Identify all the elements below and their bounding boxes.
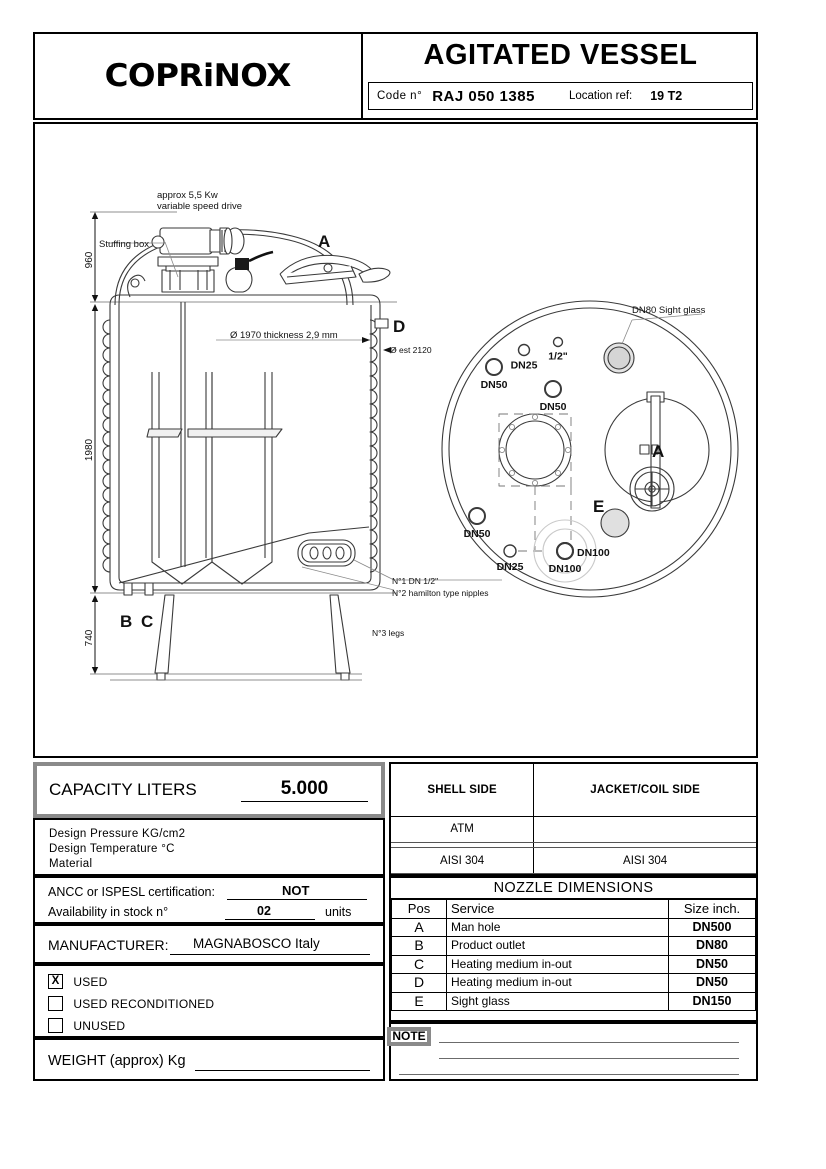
company-logo bbox=[35, 34, 363, 118]
callout-A-top: A bbox=[652, 442, 665, 461]
design-pressure-label: Design Pressure KG/cm2 bbox=[49, 828, 186, 840]
table-row bbox=[392, 955, 756, 974]
document-title-cell bbox=[363, 34, 758, 118]
checkbox-unused[interactable] bbox=[48, 1018, 63, 1033]
nipples-note-line2: N°2 hamilton type nipples bbox=[392, 588, 489, 598]
jacket-side-header: JACKET/COIL SIDE bbox=[534, 764, 756, 817]
table-row bbox=[392, 992, 756, 1011]
drawing-area bbox=[33, 122, 758, 758]
shell-material-value: AISI 304 bbox=[391, 848, 534, 874]
top-view-nozzle bbox=[545, 381, 561, 397]
certification-value: NOT bbox=[282, 883, 310, 898]
nozzle-service: Heating medium in-out bbox=[447, 955, 669, 974]
condition-label-used: USED bbox=[73, 974, 108, 989]
vessel-drawing bbox=[35, 124, 756, 756]
callout-D: D bbox=[393, 317, 406, 336]
legs-note: N°3 legs bbox=[372, 628, 405, 638]
callout-A-front: A bbox=[318, 232, 331, 251]
top-view-nozzle bbox=[557, 543, 573, 559]
weight-fill-line bbox=[195, 1053, 370, 1071]
checkbox-used[interactable]: X bbox=[48, 974, 63, 989]
sides-table bbox=[391, 764, 756, 874]
sides-header-row bbox=[391, 764, 756, 817]
code-value: RAJ 050 1385 bbox=[432, 87, 535, 105]
sides-row-pressure bbox=[391, 817, 756, 843]
top-view-nozzle bbox=[486, 359, 502, 375]
code-reference-box bbox=[368, 82, 753, 110]
condition-option-used[interactable] bbox=[48, 974, 107, 989]
jacket-material-value: AISI 304 bbox=[534, 848, 756, 874]
sight-glass-note: DN80 Sight glass bbox=[632, 305, 706, 316]
code-label: Code n° bbox=[377, 90, 423, 102]
nozzle-pos: D bbox=[392, 974, 447, 993]
nozzle-table-title: NOZZLE DIMENSIONS bbox=[391, 878, 756, 899]
nozzle-label-DN25: DN25 bbox=[510, 359, 538, 372]
design-conditions-block bbox=[33, 818, 385, 876]
stuffing-box-label: Stuffing box bbox=[99, 239, 150, 250]
title-block-header bbox=[33, 32, 758, 120]
nozzle-size: DN80 bbox=[669, 937, 756, 956]
motor-note-line2: variable speed drive bbox=[157, 201, 243, 212]
nozzle-pos: C bbox=[392, 955, 447, 974]
nozzle-col-size: Size inch. bbox=[669, 900, 756, 919]
nozzle-label-DN50: DN50 bbox=[539, 401, 567, 413]
nozzle-table bbox=[391, 899, 756, 1011]
stock-value: 02 bbox=[257, 904, 271, 918]
certification-block bbox=[33, 876, 385, 924]
shell-side-header: SHELL SIDE bbox=[391, 764, 534, 817]
top-view-nozzle bbox=[519, 345, 530, 356]
diameter-note: Ø 1970 thickness 2,9 mm bbox=[230, 330, 338, 341]
nozzle-pos: A bbox=[392, 918, 447, 937]
manufacturer-label: MANUFACTURER: bbox=[48, 937, 169, 953]
capacity-label: CAPACITY LITERS bbox=[49, 780, 197, 799]
location-value: 19 T2 bbox=[650, 89, 683, 103]
stock-units: units bbox=[325, 905, 352, 919]
nozzle-label-DN50: DN50 bbox=[480, 379, 508, 391]
nozzle-dimensions-block bbox=[389, 876, 758, 1022]
capacity-value: 5.000 bbox=[241, 778, 369, 802]
top-view-nozzle bbox=[469, 508, 485, 524]
sides-block bbox=[389, 762, 758, 876]
dim-960: 960 bbox=[84, 251, 95, 269]
nozzle-pos: B bbox=[392, 937, 447, 956]
nozzle-service: Sight glass bbox=[447, 992, 669, 1011]
company-logo-text: COPRiNOX bbox=[104, 58, 292, 94]
nozzle-label-DN50: DN50 bbox=[463, 528, 491, 540]
manufacturer-value: MAGNABOSCO Italy bbox=[193, 936, 320, 951]
callout-B: B bbox=[120, 612, 133, 631]
dim-740: 740 bbox=[84, 629, 95, 647]
weight-block bbox=[33, 1038, 385, 1081]
condition-label-unused: UNUSED bbox=[73, 1018, 126, 1033]
nozzle-size: DN500 bbox=[669, 918, 756, 937]
condition-option-unused[interactable] bbox=[48, 1018, 125, 1033]
note-line-1[interactable] bbox=[439, 1042, 739, 1043]
sides-row-material bbox=[391, 848, 756, 874]
capacity-block bbox=[33, 762, 385, 818]
table-row bbox=[392, 937, 756, 956]
table-row bbox=[392, 918, 756, 937]
nozzle-col-service: Service bbox=[447, 900, 669, 919]
nozzle-size: DN50 bbox=[669, 955, 756, 974]
condition-option-used-reconditioned[interactable] bbox=[48, 996, 214, 1011]
design-temperature-label: Design Temperature °C bbox=[49, 843, 175, 855]
nozzle-service: Heating medium in-out bbox=[447, 974, 669, 993]
nozzle-label-DN100: DN100 bbox=[577, 547, 610, 559]
manufacturer-block bbox=[33, 924, 385, 964]
top-view-nozzle bbox=[554, 338, 563, 347]
note-line-3[interactable] bbox=[399, 1074, 739, 1075]
nozzle-size: DN150 bbox=[669, 992, 756, 1011]
location-label: Location ref: bbox=[568, 90, 633, 102]
nozzle-service: Product outlet bbox=[447, 937, 669, 956]
nozzle-service: Man hole bbox=[447, 918, 669, 937]
top-view-nozzle bbox=[504, 545, 516, 557]
callout-C: C bbox=[141, 612, 154, 631]
note-tag: NOTE bbox=[387, 1027, 431, 1046]
motor-note-line1: approx 5,5 Kw bbox=[157, 190, 218, 201]
condition-label-used-reconditioned: USED RECONDITIONED bbox=[73, 996, 215, 1011]
nipples-note-line1: N°1 DN 1/2" bbox=[392, 576, 439, 586]
material-label: Material bbox=[49, 858, 93, 870]
shell-pressure-value: ATM bbox=[391, 817, 534, 843]
nozzle-size: DN50 bbox=[669, 974, 756, 993]
note-line-2[interactable] bbox=[439, 1058, 739, 1059]
nozzle-col-pos: Pos bbox=[392, 900, 447, 919]
stock-label: Availability in stock n° bbox=[48, 905, 169, 919]
dim-1980: 1980 bbox=[84, 438, 95, 462]
callout-E-top: E bbox=[593, 497, 605, 516]
nozzle-label-DN25: DN25 bbox=[496, 561, 524, 573]
nozzle-header-row bbox=[392, 900, 756, 919]
nozzle-label-12: 1/2" bbox=[548, 350, 568, 363]
nozzle-pos: E bbox=[392, 992, 447, 1011]
checkbox-used-reconditioned[interactable] bbox=[48, 996, 63, 1011]
nozzle-label-DN100: DN100 bbox=[548, 563, 582, 575]
condition-block bbox=[33, 964, 385, 1038]
jacket-pressure-value bbox=[534, 817, 756, 843]
outside-diameter-note: Ø est 2120 bbox=[390, 345, 432, 355]
weight-label: WEIGHT (approx) Kg bbox=[48, 1053, 186, 1069]
note-block bbox=[389, 1022, 758, 1081]
table-row bbox=[392, 974, 756, 993]
certification-label: ANCC or ISPESL certification: bbox=[48, 885, 215, 899]
page-title: AGITATED VESSEL bbox=[423, 39, 698, 71]
